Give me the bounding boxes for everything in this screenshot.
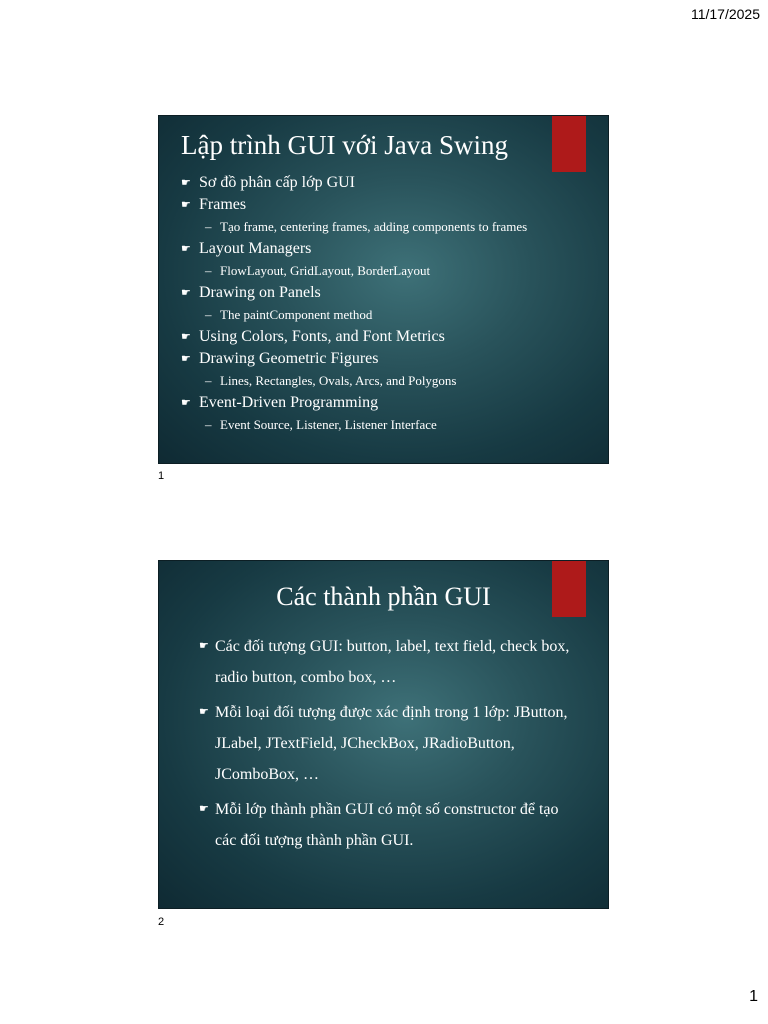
list-item: ☛ Event-Driven Programming <box>181 392 527 414</box>
slide-1 <box>158 115 609 464</box>
slide-title: Lập trình GUI với Java Swing <box>181 130 508 160</box>
pointing-hand-bullet-icon: ☛ <box>181 353 191 365</box>
slide-title: Các thành phần GUI <box>276 582 491 611</box>
list-item: ☛ Mỗi loại đối tượng được xác định trong 1 lớp: JButton, JLabel, JTextField, JCheckBox, JRadioButton, JComboBox, … <box>199 697 579 790</box>
list-item: ☛ Frames <box>181 194 527 216</box>
slide-bullet-list <box>199 631 579 860</box>
pointing-hand-bullet-icon: ☛ <box>199 706 209 718</box>
list-item: ☛ Layout Managers <box>181 238 527 260</box>
pointing-hand-bullet-icon: ☛ <box>181 287 191 299</box>
pointing-hand-bullet-icon: ☛ <box>199 803 209 815</box>
page-number: 1 <box>749 988 758 1005</box>
pointing-hand-bullet-icon: ☛ <box>181 331 191 343</box>
slide-number: 1 <box>158 470 165 482</box>
pointing-hand-bullet-icon: ☛ <box>181 243 191 255</box>
sub-list-item: – Event Source, Listener, Listener Interface <box>205 417 437 432</box>
list-item: ☛ Drawing Geometric Figures <box>181 348 527 370</box>
sub-list-item: – Tạo frame, centering frames, adding components to frames <box>205 219 528 234</box>
pointing-hand-bullet-icon: ☛ <box>181 397 191 409</box>
pointing-hand-bullet-icon: ☛ <box>199 640 209 652</box>
slide-number: 2 <box>158 916 165 928</box>
list-item: ☛ Các đối tượng GUI: button, label, text field, check box, radio button, combo box, … <box>199 631 579 693</box>
list-item: ☛ Mỗi lớp thành phần GUI có một số constructor để tạo các đối tượng thành phần GUI. <box>199 794 579 856</box>
pointing-hand-bullet-icon: ☛ <box>181 199 191 211</box>
sub-list-item: – FlowLayout, GridLayout, BorderLayout <box>205 263 431 278</box>
sub-list-item: – Lines, Rectangles, Ovals, Arcs, and Polygons <box>205 373 457 388</box>
slide-accent-bar <box>552 116 586 172</box>
list-item: ☛ Drawing on Panels <box>181 282 527 304</box>
sub-list-item: – The paintComponent method <box>205 307 373 322</box>
list-item: ☛ Using Colors, Fonts, and Font Metrics <box>181 326 527 348</box>
pointing-hand-bullet-icon: ☛ <box>181 177 191 189</box>
print-date: 11/17/2025 <box>690 6 760 22</box>
slide-2 <box>158 560 609 909</box>
slide-bullet-list <box>181 172 527 436</box>
list-item: ☛ Sơ đồ phân cấp lớp GUI <box>181 172 527 194</box>
